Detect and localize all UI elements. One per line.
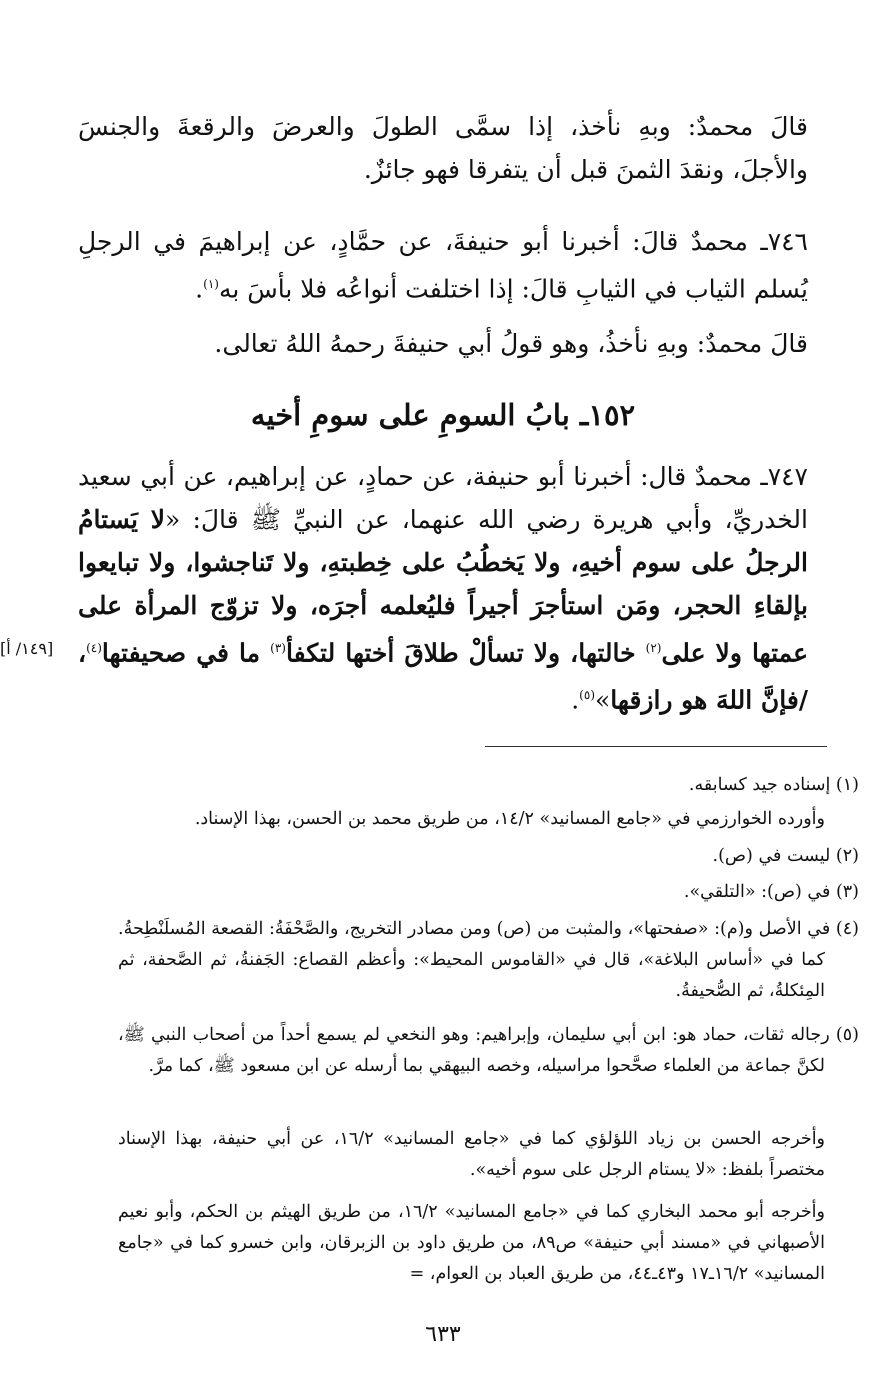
- commentary-text: قالَ محمدٌ: وبهِ نأخذُ، وهو قولُ أبي حنيفةَ رحمهُ اللهُ تعالى.: [214, 329, 808, 358]
- hadith-747: [78, 455, 808, 722]
- hadith-747-matn: لا يَستامُ الرجلُ على سوم أخيهِ، ولا يَخطُبُ على خِطبتهِ، ولا تَناجشوا، ولا تبايعوا بإلقاءِ الحجر، ومَن استأجرَ أجيراً فليُعلمه أجرَه، ولا تزوّج المرأة على عمتها ولا على: [78, 505, 808, 668]
- paragraph-commentary-2: [78, 322, 808, 365]
- punctuation: .: [571, 685, 580, 715]
- chapter-heading: ١٥٢ـ بابُ السومِ على سومِ أخيه: [250, 398, 636, 432]
- hadith-747-matn-2: خالتها، ولا تسألْ طلاقَ أختها لتكفأ: [285, 638, 646, 668]
- footnote-1: (١) إسناده جيد كسابقه.: [688, 775, 859, 795]
- paragraph-commentary-1: [78, 105, 808, 191]
- footnote-ref: (٢): [645, 641, 662, 655]
- hadith-747-matn-4: ، /فإنَّ اللهَ هو رازقها: [78, 638, 808, 715]
- commentary-text: قالَ محمدٌ: وبهِ نأخذ، إذا سمَّى الطولَ والعرضَ والرقعةَ والجنسَ والأجلَ، ونقدَ الثمنَ قبل أن يتفرقا فهو جائزٌ.: [78, 112, 808, 184]
- hadith-747-matn-3: ما في صحيفتها: [101, 638, 271, 668]
- footnote-4: (٤) في الأصل و(م): «صفحتها»، والمثبت من (ص) ومن مصادر التخريج، والصَّحْفَةُ: القصعة المُسلَنْطِحةُ. كما في «أساس البلاغة»، قال في «القاموس المحيط»: وأعظم القصاع: الجَفنةُ، ثم الصَّحفة، ثم المِئكلةُ، ثم الصُّحيفةُ.: [118, 919, 859, 1001]
- footnote-1-continued: وأورده الخوارزمي في «جامع المسانيد» ١٤/٢، من طريق محمد بن الحسن، بهذا الإسناد.: [194, 809, 825, 829]
- footnote-5: (٥) رجاله ثقات، حماد هو: ابن أبي سليمان، وإبراهيم: وهو النخعي لم يسمع أحداً من أصحاب النبي ﷺ، لكنَّ جماعة من العلماء صحَّحوا مراسيله، وخصه البيهقي بما أرسله عن ابن مسعود ﷺ، كما مرَّ.: [118, 1025, 859, 1076]
- page-number: ٦٣٣: [425, 1322, 461, 1347]
- punctuation: »: [595, 685, 611, 715]
- footnote-5-continued-1: وأخرجه الحسن بن زياد اللؤلؤي كما في «جامع المسانيد» ١٦/٢، عن أبي حنيفة، بهذا الإسناد مختصراً بلفظ: «لا يستام الرجل على سوم أخيه».: [118, 1129, 826, 1180]
- manuscript-folio-marker: [١٤٩/ أ]: [0, 639, 54, 658]
- hadith-747-isnad: ٧٤٧ـ محمدٌ قال: أخبرنا أبو حنيفة، عن حمادٍ، عن إبراهيم، عن أبي سعيد الخدريِّ، وأبي هريرة رضي الله عنهما، عن النبيِّ ﷺ قالَ: «: [78, 462, 808, 534]
- footnote-separator: [485, 746, 827, 747]
- footnote-ref: (٤): [86, 641, 102, 655]
- hadith-746: [78, 220, 808, 310]
- hadith-746-text: ٧٤٦ـ محمدٌ قالَ: أخبرنا أبو حنيفةَ، عن حمَّادٍ، عن إبراهيمَ في الرجلِ يُسلم الثياب في الثيابِ قالَ: إذا اختلفت أنواعُه فلا بأسَ به: [78, 227, 808, 304]
- punctuation: .: [195, 274, 204, 304]
- footnote-ref: (٥): [579, 688, 595, 703]
- footnote-ref: (٣): [270, 641, 286, 655]
- footnote-3: (٣) في (ص): «التلقي».: [683, 882, 859, 902]
- footnote-5-continued-2: وأخرجه أبو محمد البخاري كما في «جامع المسانيد» ١٦/٢، من طريق الهيثم بن الحكم، وأبو نعيم الأصبهاني في «مسند أبي حنيفة» ص٨٩، من طريق داود بن الزبرقان، وابن خسرو كما في «جامع المسانيد» ١٦/٢ـ١٧ و٤٣ـ٤٤، من طريق العباد بن العوام، =: [118, 1202, 825, 1284]
- footnote-ref: (١): [203, 277, 219, 291]
- footnote-2: (٢) ليست في (ص).: [712, 846, 859, 866]
